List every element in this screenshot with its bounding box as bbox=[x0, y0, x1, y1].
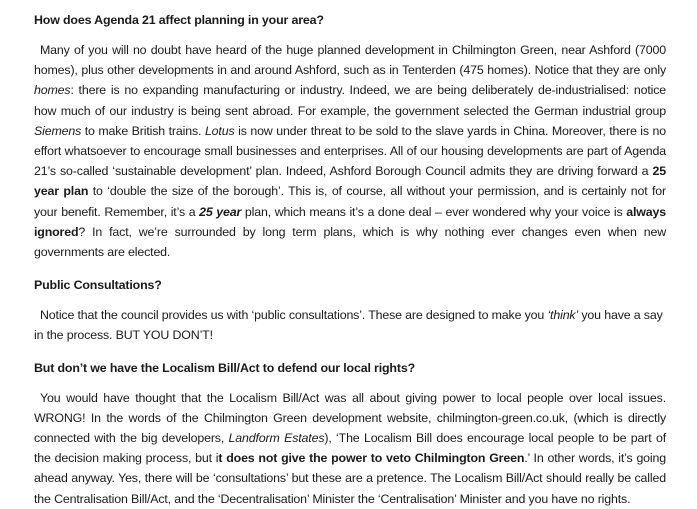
text-run: ), ‘The Localism Bill does encourage local people to be part of the decision making process, but i bbox=[34, 431, 666, 466]
text-run: : there is no expanding manufacturing or industry. Indeed, we are being deliberately de-industrialised: notice how much of our industry is being sent abroad. For example, the government selected the German industrial group bbox=[34, 83, 666, 118]
section-heading-agenda-21: How does Agenda 21 affect planning in your area? bbox=[34, 13, 324, 27]
text-run: Landform Estates bbox=[228, 431, 325, 446]
text-run: 25 year bbox=[199, 204, 242, 219]
text-run: t does not give the power to veto Chilmington Green bbox=[218, 451, 525, 466]
text-run: ? In fact, we’re surrounded by long term plans, which is why nothing ever changes even when new governments are elected. bbox=[34, 224, 666, 260]
section-heading-public-consultations: Public Consultations? bbox=[34, 278, 162, 293]
text-run: Lotus bbox=[204, 123, 235, 138]
text-run: always ignored bbox=[34, 204, 666, 239]
text-run: is now under threat to be sold to the slave yards in China. Moreover, there is no effort whatsoever to encourage small businesses and enterprises. All of our housing developments are part of Agenda 21’s so-called ‘sustainable development’ plan. Indeed, Ashford Borough Council admits they are driving forward a bbox=[34, 123, 667, 179]
text-run: Notice that the council provides us with ‘public consultations’. These are designed to make you bbox=[40, 308, 548, 323]
text-run: homes bbox=[34, 83, 71, 98]
section-heading-localism-bill: But don’t we have the Localism Bill/Act to defend our local rights? bbox=[34, 360, 415, 375]
text-run: You would have thought that the Localism Bill/Act was all about giving power to local people over local issues. WRONG! In the words of the Chilmington Green development website, chilmington-green.co.uk, (which is directly connected with the big developers, bbox=[34, 390, 666, 446]
text-run: .’ In other words, it’s going ahead anyway. Yes, there will be ‘consultations’ but these are a pretence. The Localism Bill/Act should really be called the Centralisation Bill/Act, and the ‘Decentralisation’ Minister the ‘Centralisation’ Minister and you have no rights. bbox=[34, 451, 667, 506]
paragraph-localism-bill bbox=[34, 388, 666, 509]
text-run: plan, which means it’s a done deal – ever wondered why your voice is bbox=[241, 204, 627, 219]
text-run: you have a say in the process. BUT YOU DON’T! bbox=[34, 308, 663, 343]
text-run: to ‘double the size of the borough’. This is, of course, all without your permission, and is certainly not for your benefit. Remember, it’s a bbox=[34, 184, 667, 219]
paragraph-public-consultations bbox=[34, 305, 666, 345]
text-run: 25 year plan bbox=[34, 164, 666, 199]
paragraph-agenda-21 bbox=[34, 40, 666, 262]
text-run: Siemens bbox=[34, 123, 82, 138]
text-run: to make British trains. bbox=[81, 123, 205, 138]
text-run: Many of you will no doubt have heard of the huge planned development in Chilmington Green, near Ashford (7000 homes), plus other developments in and around Ashford, such as in Tenterden (475 homes). Notice that they are only bbox=[34, 43, 666, 78]
text-run: ‘think’ bbox=[547, 308, 579, 323]
